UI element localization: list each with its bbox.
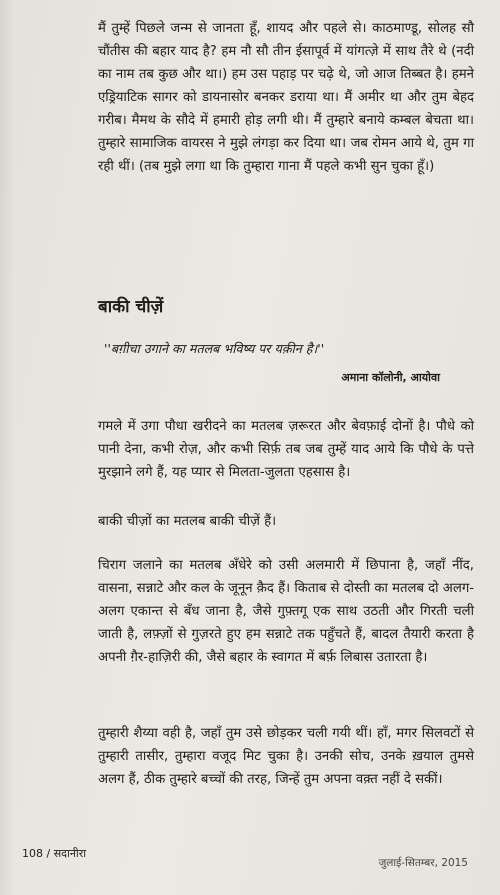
page-number-magazine: 108 / सदानीरा [22,847,87,860]
paragraph-bed: तुम्हारी शैय्या वही है, जहाँ तुम उसे छोड़कर चली गयी थीं। हाँ, मगर सिलवटों से तुम्हारी तासीर, तुम्हारा वजूद मिट चुका है। उनकी सोच, उनके ख़याल तुमसे अलग हैं, ठीक तुम्हारे बच्चों की तरह, जिन्हें तुम अपना वक़्त नहीं दे सकीं। [98,726,474,787]
paragraph-lamp-book: चिराग जलाने का मतलब अँधेरे को उसी अलमारी में छिपाना है, जहाँ नींद, वासना, सन्नाटे और कल के जूनून क़ैद हैं। किताब से दोस्ती का मतलब दो अलग-अलग एकान्त से बँध जाना है, जैसे गुफ़्तगू एक साथ उठती और गिरती चली जाती है, लफ़्ज़ों से गुज़रते हुए हम सन्नाटे तक पहुँचते हैं, बादल तैयारी करता है अपनी ग़ैर-हाज़िरी की, जैसे बहार के स्वागत में बर्फ़ लिबास उतारता है। [98,558,474,665]
epigraph-quote: ''बग़ीचा उगाने का मतलब भविष्य पर यक़ीन है।'' [104,341,325,356]
paragraph-other-things: बाकी चीज़ों का मतलब बाकी चीज़ें हैं। [98,514,277,529]
paragraph-past-lives: मैं तुम्हें पिछले जन्म से जानता हूँ, शायद और पहले से। काठमाण्डू, सोलह सौ चौंतीस की बहार याद है? हम नौ सौ तीन ईसापूर्व में यांगत्ज़े में साथ तैरे थे (नदी का नाम तब कुछ और था।) हम उस पहाड़ पर चढ़े थे, जो आज तिब्बत है। हमने एड्रियाटिक सागर को डायनासोर बनकर डराया था। मैं अमीर था और तुम बेहद गरीब। मैमथ के सौदे में हमारी होड़ लगी थी। मैं तुम्हारे बनाये कम्बल बेचता था। तुम्हारे सामाजिक वायरस ने मुझे लंगड़ा कर दिया था। जब रोमन आये थे, तुम गा रही थीं। (तब मुझे लगा था कि तुम्हारा गाना मैं पहले कभी सुन चुका हूँ।) [98,21,474,174]
page-fold-shadow [0,0,14,895]
issue-date: जुलाई-सितम्बर, 2015 [378,857,468,869]
paragraph-plant: गमले में उगा पौधा खरीदने का मतलब ज़रूरत और बेवफ़ाई दोनों है। पौधे को पानी देना, कभी रोज़, और कभी सिर्फ़ तब जब तुम्हें याद आये कि पौधे के पत्ते मुरझाने लगे हैं, यह प्यार से मिलता-जुलता एहसास है। [98,419,474,480]
section-heading: बाकी चीज़ें [98,297,164,317]
epigraph-source: अमाना कॉलोनी, आयोवा [341,371,440,384]
